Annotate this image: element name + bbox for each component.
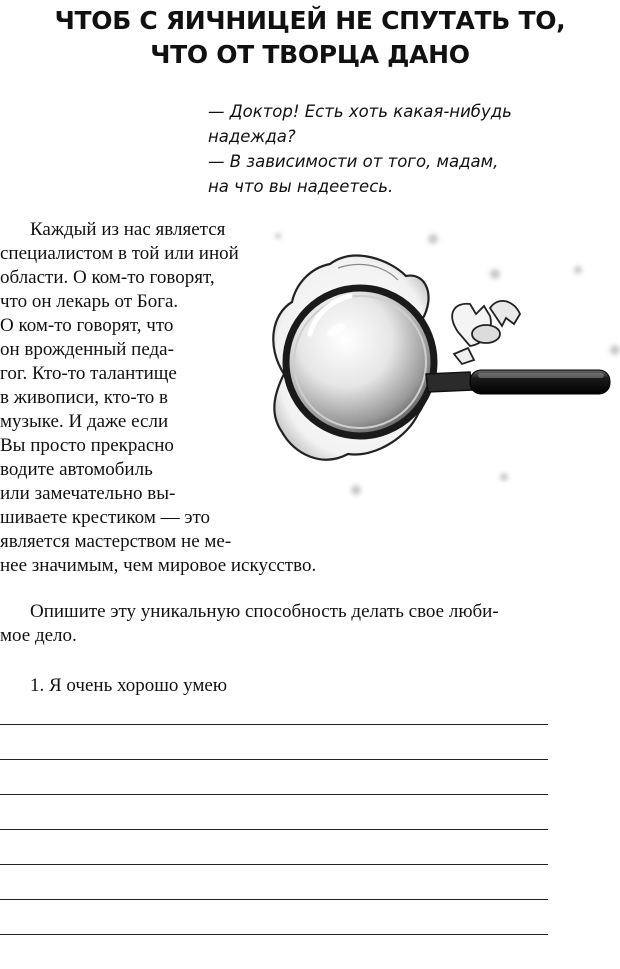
paragraph-line: мое дело. [0, 625, 77, 646]
epigraph-line: — В зависимости от того, мадам, [208, 152, 499, 171]
paragraph-line: в живописи, кто-то в [0, 387, 168, 408]
paragraph-instruction [0, 600, 499, 648]
paragraph-line: или замечательно вы- [0, 483, 176, 504]
answer-line[interactable] [0, 794, 548, 795]
answer-line[interactable] [0, 934, 548, 935]
epigraph [208, 99, 608, 199]
answer-line[interactable] [0, 864, 548, 865]
paragraph-line: что он лекарь от Бога. [0, 291, 179, 312]
answer-line[interactable] [0, 829, 548, 830]
paragraph-line: гог. Кто-то талантище [0, 363, 177, 384]
paragraph-line: Каждый из нас является [30, 219, 226, 240]
paragraph-line: нее значимым, чем мировое искусство. [0, 555, 317, 576]
exercise-item-1: 1. Я очень хорошо умею [30, 675, 228, 696]
title-line-1: ЧТОБ С ЯИЧНИЦЕЙ НЕ СПУТАТЬ ТО, [54, 6, 566, 35]
answer-line[interactable] [0, 724, 548, 725]
answer-line[interactable] [0, 759, 548, 760]
answer-line[interactable] [0, 899, 548, 900]
magnifier-handle [426, 372, 472, 392]
epigraph-line: на что вы надеетесь. [208, 177, 394, 196]
paragraph-line: области. О ком-то говорят, [0, 267, 215, 288]
paragraph-line: О ком-то говорят, что [0, 315, 174, 336]
paragraph-line: Вы просто прекрасно [0, 435, 174, 456]
magnifier-over-fried-egg-icon [258, 222, 620, 512]
answer-lines [0, 724, 548, 969]
paragraph-line: шиваете крестиком — это [0, 507, 211, 528]
paragraph-line: водите автомобиль [0, 459, 153, 480]
paragraph-line: Опишите эту уникальную способность делать свое люби- [30, 601, 499, 622]
eggshell [452, 301, 520, 364]
epigraph-line: надежда? [208, 127, 296, 146]
title-line-2: ЧТО ОТ ТВОРЦА ДАНО [150, 40, 470, 69]
paragraph-line: является мастерством не ме- [0, 531, 232, 552]
paragraph-line: музыке. И даже если [0, 411, 169, 432]
paragraph-line: специалистом в той или иной [0, 243, 239, 264]
paragraph-line: он врожденный педа- [0, 339, 174, 360]
page-title [0, 4, 620, 72]
magnifier-lens [286, 288, 434, 436]
epigraph-line: — Доктор! Есть хоть какая-нибудь [208, 102, 512, 121]
